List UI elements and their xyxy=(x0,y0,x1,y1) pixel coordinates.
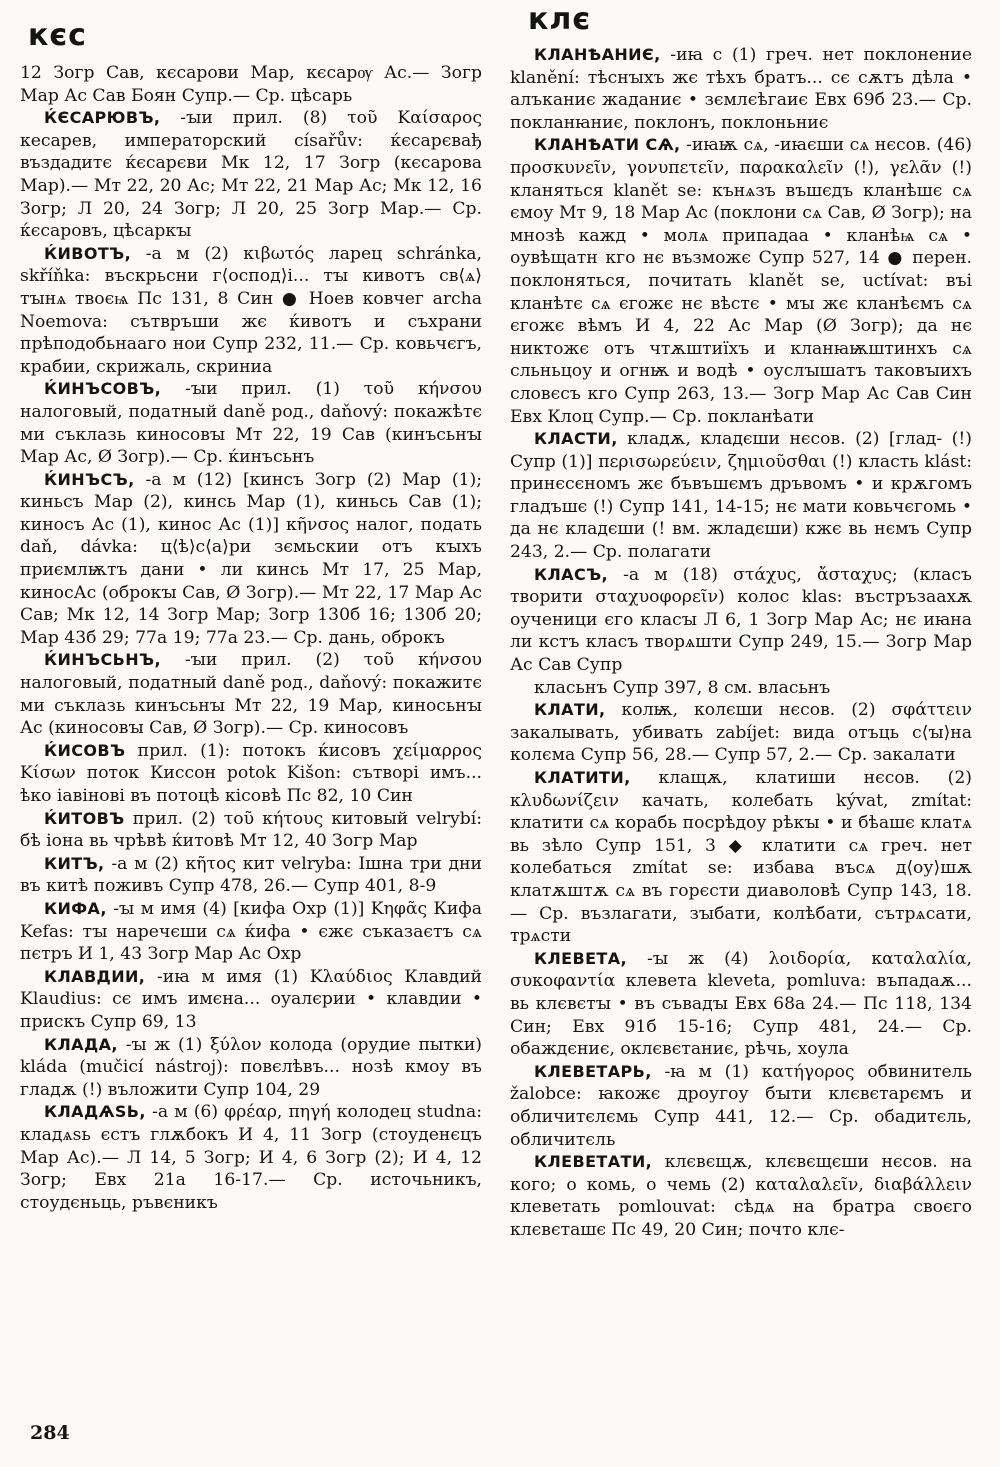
entry-headword: КЛАВДИИ, xyxy=(44,966,146,986)
entry-headword: ЌИНЪСЪ, xyxy=(44,469,135,489)
entry-body: -а м (2) κῆτος кит velryba: Ішна три дни въ китѣ поживъ Супр 478, 26.— Супр 401, 8-9 xyxy=(20,853,483,897)
entry-body: -а м (6) φρέαρ, πηγή колодец studna: кладѧѕь єстъ глѫбокъ И 4, 11 Зогр (стоуденєцъ Мар Ас).— Л 14, 5 Зогр; И 4, 6 Зогр (2); И 4, 12 Зогр; Евх 21а 16-17.— Ср. источьникъ, стоудєньць, ръвєникъ xyxy=(20,1102,482,1213)
dictionary-entry xyxy=(20,1101,482,1214)
dictionary-entry xyxy=(20,62,482,107)
dictionary-entry xyxy=(510,677,972,700)
entry-body: класьнъ Супр 397, 8 см. власьнъ xyxy=(534,677,831,698)
dictionary-entry xyxy=(510,134,972,428)
entry-headword: ЌИСОВЪ xyxy=(44,740,126,760)
dictionary-entry xyxy=(20,740,482,808)
entry-headword: КЛАТИТИ, xyxy=(534,768,631,787)
entry-body: -ꙑи прил. (1) τοῦ κήνσου налоговый, податный daně род., daňový: покажѣтє ми съклазь киносовꙑ Мт 22, 19 Сав (кинъсьнꙑ Мар Ас, Ø Зогр).— Ср. ќинъсьнъ xyxy=(20,379,482,468)
dictionary-entry xyxy=(20,243,482,379)
entry-headword: ЌИВОТЪ, xyxy=(44,243,132,263)
dictionary-entry xyxy=(510,428,972,564)
dictionary-entry xyxy=(20,107,482,243)
dictionary-entry xyxy=(510,564,972,677)
entry-body: кладѫ, кладєши нєсов. (2) [глад- (!) Супр (1)] περισωρεύειν, ζημιοῦσθαι (!) класть klást: принєсєномъ жє бъвъшємъ дръвомъ • и крѫгомъ гладъшє (!) Супр 141, 14-15; нє мати ковьчєгомь • да нє кладєши (! вм. жладєши) кжє вь нємъ Супр 243, 2.— Ср. полагати xyxy=(510,429,972,563)
entry-headword: КЛЕВЕТАРЬ, xyxy=(534,1061,652,1081)
entry-body: -ꙑ ж (4) λοιδορία, καταλαλία, συκοφαντία клевета kleveta, pomluva: въпадаѫ... вь клєвєтꙑ • въ съвадꙑ Евх 68а 24.— Пс 118, 134 Син; Евх 91б 15-16; Супр 481, 24.— Ср. обаждєниє, оклєвєтаниє, рѣчь, хоула xyxy=(510,948,972,1060)
running-head-left: кєс xyxy=(28,18,87,53)
entry-body: -а м (12) [кинсъ Зогр (2) Мар (1); киньсъ Мар (2), кинсь Мар (1), киньсь Сав (1); киносъ Ас (1), кинос Ас (1)] κῆνσος налог, подать daň, dávka: ц⟨ѣ⟩с⟨а⟩ри зємьскии отъ кꙑхъ приємлѭтъ дани • ли кинсь Мт 17, 25 Мар, киносАс (оброкꙑ Сав, Ø Зогр).— Мт 22, 17 Мар Ас Сав; Мк 12, 14 Зогр Мар; Зогр 130б 16; 130б 20; Мар 43б 29; 77а 19; 77а 23.— Ср. дань, оброкъ xyxy=(20,469,483,648)
page-number: 284 xyxy=(30,1422,70,1444)
entry-body: -иꙗ м имя (1) Κλαύδιος Клавдий Klaudius: сє имъ имєна... оуалєрии • клавдии • прискъ Супр 69, 13 xyxy=(20,966,483,1032)
entry-body: -ꙗ м (1) κατήγορος обвинитель žalobce: ꙗкожє дроугоу бꙑти клєвєтарємъ и обличитєлємь Супр 441, 12.— Ср. обадитєль, обличитєль xyxy=(510,1061,973,1150)
entry-headword: КЛЕВЕТА, xyxy=(534,948,627,968)
dictionary-entry xyxy=(20,469,482,650)
entry-body: -иꙗѭ сѧ, -иꙗєши сѧ нєсов. (46) προσκυνεῖν, γονυπετεῖν, παρακαλεῖν (!), γελᾶν (!) кланяться klanět se: кънѧзъ въшєдъ кланѣшє сѧ ємоу Мт 9, 18 Мар Ас (поклони сѧ Сав, Ø Зогр); на мнозѣ кажд • молѧ припадаа • кланѣѩ сѧ • оувѣщатн кго нє възможє Супр 527, 14 ● перен. поклоняться, почитать klanět se, uctívat: въі кланѣтє сѧ єгожє нє вѣстє • мꙑ жє кланѣємъ сѧ єгожє вѣмъ И 4, 22 Ас Мар (Ø Зогр); да нє никтожє отъ чтѫштиїхъ и кланꙗѭштинхъ сѧ сльньцоу и огнѭ и водѣ • оуслꙑшатъ таковꙑихъ словєсъ кго Супр 263, 13.— Зогр Мар Ас Сав Син Евх Клоц Супр.— Ср. покланѣати xyxy=(510,135,972,427)
dictionary-entry xyxy=(510,948,972,1061)
entry-body: клащѫ, клатиши нєсов. (2) κλυδωνίζειν качать, колебать kývat, zmítat: клатити сѧ корабь посрѣдоу рѣкꙑ • и бѣашє клатѧ вь зѣло Супр 151, 3 ◆ клатити сѧ греч. нет колебаться zmítat se: избава въсѧ д⟨оу⟩шѫ клатѫштѫ сѧ въ горєсти диаволовѣ Супр 143, 18.— Ср. възлагати, зꙑбати, колѣбати, сътрѧсати, трѧсти xyxy=(510,768,972,947)
entry-body: клєвєщѫ, клєвєщєши нєсов. на кого; о комь, о чемь (2) καταλαλεῖν, διαβάλλειν клеветать pomlouvat: сѣдѧ на братра своєго клєвєташє Пс 49, 20 Син; почто клє- xyxy=(510,1152,973,1240)
entry-body: прил. (1): потокъ ќисовъ χείμαρρος Κίσων поток Киссон potok Kišon: сътворі имъ... ѣко іавінові въ потоцѣ кісовѣ Пс 82, 10 Син xyxy=(20,740,482,806)
dictionary-entry xyxy=(510,767,972,948)
entry-headword: ЌИНЪСЬНЪ, xyxy=(44,650,161,670)
entry-body: колѭ, колєши нєсов. (2) σφάττειν закалывать, убивать zabíjet: вида отъць с⟨ꙑ⟩на колєма Супр 56, 28.— Супр 57, 2.— Ср. закалати xyxy=(510,700,972,766)
dictionary-entry xyxy=(20,853,482,898)
entry-headword: ЌИТОВЪ xyxy=(44,808,125,828)
entry-body: -ꙑи прил. (2) τοῦ κήνσου налоговый, податный daně род., daňový: покажитє ми съклазь кинъсьнꙑ Мт 22, 19 Мар, киносьнꙑ Ас (киносовꙑ Сав, Ø Зогр).— Ср. киносовъ xyxy=(20,650,482,739)
entry-body: -ꙑи прил. (8) τοῦ Καίσαρος кесарев, императорский císařův: ќєсарєвађ въздадитє ќєсарєви Мк 12, 17 Зогр (кєсарова Мар).— Мт 22, 20 Ас; Мт 22, 21 Мар Ас; Мк 12, 16 Зогр; Л 20, 24 Зогр; Л 20, 25 Зогр Мар.— Ср. ќєсаровъ, цѣсаркꙑ xyxy=(20,108,482,242)
entry-body: -а м (18) στάχυς, ἄσταχυς; (класъ творити σταχυοφορεῖν) колос klas: въстръзаахѫ оученици єго класꙑ Л 6, 1 Зогр Мар Ас; нє иꙗна ли кстъ класъ творѧшти Супр 249, 15.— Зогр Мар Ас Сав Супр xyxy=(510,564,972,676)
entry-body: прил. (2) τοῦ κήτους китовый velrybí: бѣ іона вь чрѣвѣ ќитовѣ Мт 12, 40 Зогр Мар xyxy=(20,808,482,852)
running-head-right: клє xyxy=(528,2,592,37)
right-column xyxy=(510,44,972,1241)
dictionary-entry xyxy=(20,808,482,853)
entry-headword: КЛАСЪ, xyxy=(534,564,609,584)
dictionary-entry xyxy=(510,44,972,134)
entry-body: -ꙑ ж (1) ξύλον колода (орудие пытки) kláda (mučicí nástroj): повєлѣвъ... нозѣ кмоу въ гладѫ (!) въложити Супр 104, 29 xyxy=(20,1034,483,1100)
dictionary-entry xyxy=(510,1151,972,1241)
entry-headword: ЌИНЪСОВЪ, xyxy=(44,379,162,399)
entry-headword: КЛАДѦЅЬ, xyxy=(44,1102,146,1122)
entry-body: 12 Зогр Сав, кєсарови Мар, кєсарѹ Ас.— Зогр Мар Ас Сав Боян Супр.— Ср. цѣсарь xyxy=(20,63,482,106)
entry-headword: ЌЄСАРЮВЪ, xyxy=(44,108,161,128)
dictionary-entry xyxy=(510,1061,972,1151)
entry-headword: КЛАДА, xyxy=(44,1034,118,1054)
dictionary-entry xyxy=(20,378,482,468)
dictionary-entry xyxy=(510,699,972,767)
entry-headword: КИТЪ, xyxy=(44,853,105,873)
entry-headword: КЛАНѢАНИЄ, xyxy=(534,45,661,64)
entry-body: -иꙗ с (1) греч. нет поклонение klanění: тѣснꙑхъ жє тѣхъ братъ... сє сѫтъ дѣла • алъканиє жаданиє • зємлєѣгаиє Евх 69б 23.— Ср. покланꙗниє, поклонъ, поклоньниє xyxy=(510,45,972,133)
dictionary-entry xyxy=(20,966,482,1034)
entry-headword: КИФА, xyxy=(44,898,107,918)
entry-headword: КЛАСТИ, xyxy=(534,429,618,449)
dictionary-entry xyxy=(20,898,482,966)
entry-headword: КЛЕВЕТАТИ, xyxy=(534,1152,653,1172)
entry-headword: КЛАТИ, xyxy=(534,700,606,720)
entry-body: -а м (2) κιβωτός ларец schránka, skříňka: въскрьсни г⟨оспод⟩і... тꙑ кивотъ св⟨ѧ⟩тꙑнѧ твоєѩ Пс 131, 8 Син ● Ноев ковчег archa Noemova: сътвръши жє ќивотъ и съхрани прѣподобьнааго нои Супр 232, 11.— Ср. ковьчєгъ, крабии, скрижаль, скриниа xyxy=(20,243,482,377)
entry-body: -ꙑ м имя (4) [кифа Охр (1)] Κηφᾶς Кифа Kefas: тꙑ наречєши сѧ ќифа • єжє съказаєтъ сѧ пєтръ И 1, 43 Зогр Мар Ас Охр xyxy=(20,898,482,965)
entry-headword: КЛАНѢАТИ СѦ, xyxy=(534,135,681,155)
left-column xyxy=(20,62,482,1214)
dictionary-entry xyxy=(20,649,482,739)
dictionary-entry xyxy=(20,1034,482,1102)
